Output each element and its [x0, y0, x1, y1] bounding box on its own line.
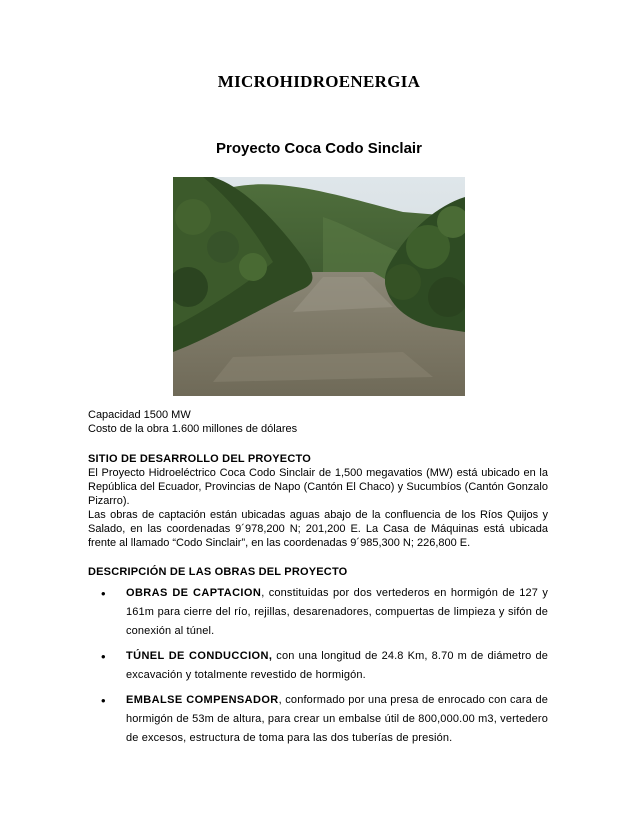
river-photo	[173, 177, 465, 396]
document-title: MICROHIDROENERGIA	[217, 72, 421, 91]
document-subtitle: Proyecto Coca Codo Sinclair	[216, 140, 422, 157]
works-section-heading: DESCRIPCIÓN DE LAS OBRAS DEL PROYECTO	[88, 566, 348, 578]
list-item-lead: TÚNEL DE CONDUCCION,	[126, 650, 273, 662]
site-section-heading: SITIO DE DESARROLLO DEL PROYECTO	[88, 453, 311, 465]
list-item	[88, 647, 548, 685]
list-item-lead: OBRAS DE CAPTACION	[126, 587, 262, 599]
cost-text: Costo de la obra 1.600 millones de dólares	[88, 423, 298, 435]
list-item-text: , constituidas por dos vertederos en hormigón de 127 y 161m para cierre del río, rejillas, desarenadores, compuertas de limpieza y sifón de conexión al túnel.	[126, 587, 549, 637]
site-paragraph-2: Las obras de captación están ubicadas aguas abajo de la confluencia de los Ríos Quijos y Salado, en las coordenadas 9´978,200 N; 201,200 E. La Casa de Máquinas está ubicada frente al llamado “Codo Sinclair”, en las coordenadas 9´985,300 N; 226,800 E.	[88, 509, 548, 549]
bullet-icon: •	[101, 693, 106, 708]
bullet-icon: •	[101, 586, 106, 601]
list-item-text: , conformado por una presa de enrocado con cara de hormigón de 53m de altura, para crear un embalse útil de 800,000.00 m3, vertedero de excesos, estructura de toma para las dos tuberías de presión.	[126, 694, 548, 744]
list-item	[88, 691, 548, 748]
list-item-text: con una longitud de 24.8 Km, 8.70 m de diámetro de excavación y totalmente revestido de hormigón.	[126, 650, 548, 681]
site-section	[88, 452, 548, 550]
works-list	[88, 584, 548, 754]
list-item-lead: EMBALSE COMPENSADOR	[126, 694, 279, 706]
list-item	[88, 584, 548, 641]
capacity-text: Capacidad 1500 MW	[88, 409, 191, 421]
project-stats	[88, 408, 548, 436]
bullet-icon: •	[101, 649, 106, 664]
site-paragraph-1: El Proyecto Hidroeléctrico Coca Codo Sinclair de 1,500 megavatios (MW) está ubicado en la República del Ecuador, Provincias de Napo (Cantón El Chaco) y Sucumbíos (Cantón Gonzalo Pizarro).	[88, 467, 548, 507]
